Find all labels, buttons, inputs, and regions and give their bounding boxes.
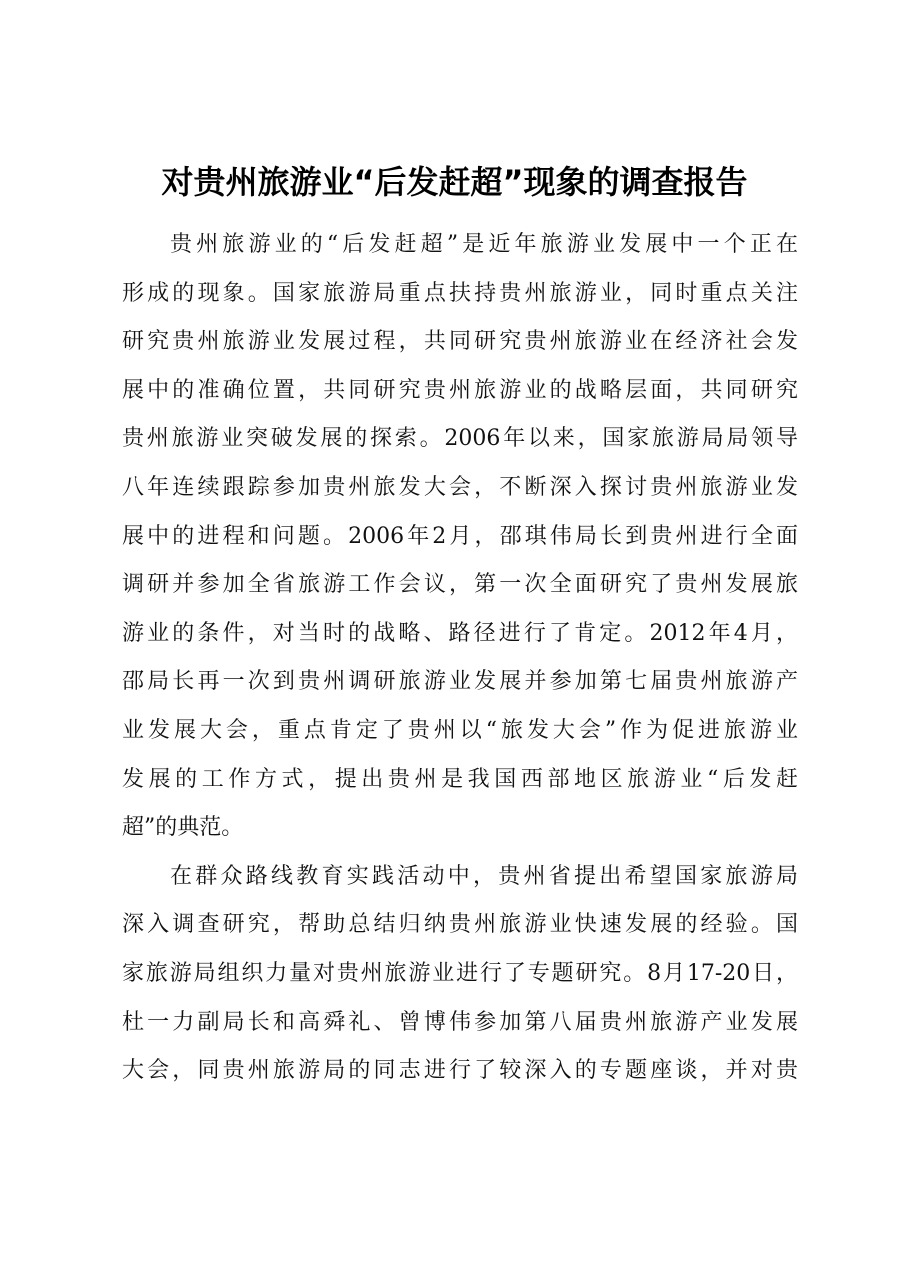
paragraph-line: 形成的现象。国家旅游局重点扶持贵州旅游业，同时重点关注 [122,280,798,306]
paragraph-line: 游业的条件，对当时的战略、路径进行了肯定。2012年4月， [122,620,798,646]
document-body [122,221,798,1096]
paragraph-1 [122,221,798,853]
document-title: 对贵州旅游业“后发赶超”现象的调查报告 [161,163,748,201]
paragraph-line: 邵局长再一次到贵州调研旅游业发展并参加第七届贵州旅游产 [122,669,798,695]
paragraph-line: 杜一力副局长和高舜礼、曾博伟参加第八届贵州旅游产业发展 [122,1009,798,1035]
paragraph-line: 调研并参加全省旅游工作会议，第一次全面研究了贵州发展旅 [122,572,798,598]
paragraph-line: 贵州旅游业突破发展的探索。2006年以来，国家旅游局局领导 [122,426,798,452]
paragraph-line: 研究贵州旅游业发展过程，共同研究贵州旅游业在经济社会发 [122,329,798,355]
paragraph-line: 大会，同贵州旅游局的同志进行了较深入的专题座谈，并对贵 [122,1058,798,1084]
paragraph-line: 贵州旅游业的“后发赶超”是近年旅游业发展中一个正在 [170,232,798,257]
paragraph-line: 发展的工作方式，提出贵州是我国西部地区旅游业“后发赶 [122,766,798,792]
paragraph-line: 展中的准确位置，共同研究贵州旅游业的战略层面，共同研究 [122,377,798,403]
paragraph-2 [122,853,798,1096]
paragraph-line: 超”的典范。 [122,815,244,841]
paragraph-line: 深入调查研究，帮助总结归纳贵州旅游业快速发展的经验。国 [122,912,798,938]
paragraph-line: 家旅游局组织力量对贵州旅游业进行了专题研究。8月17-20日， [122,960,798,986]
paragraph-line: 在群众路线教育实践活动中，贵州省提出希望国家旅游局 [170,863,798,889]
paragraph-line: 业发展大会，重点肯定了贵州以“旅发大会”作为促进旅游业 [122,717,798,743]
paragraph-line: 八年连续跟踪参加贵州旅发大会，不断深入探讨贵州旅游业发 [122,474,798,500]
paragraph-line: 展中的进程和问题。2006年2月，邵琪伟局长到贵州进行全面 [122,523,798,549]
